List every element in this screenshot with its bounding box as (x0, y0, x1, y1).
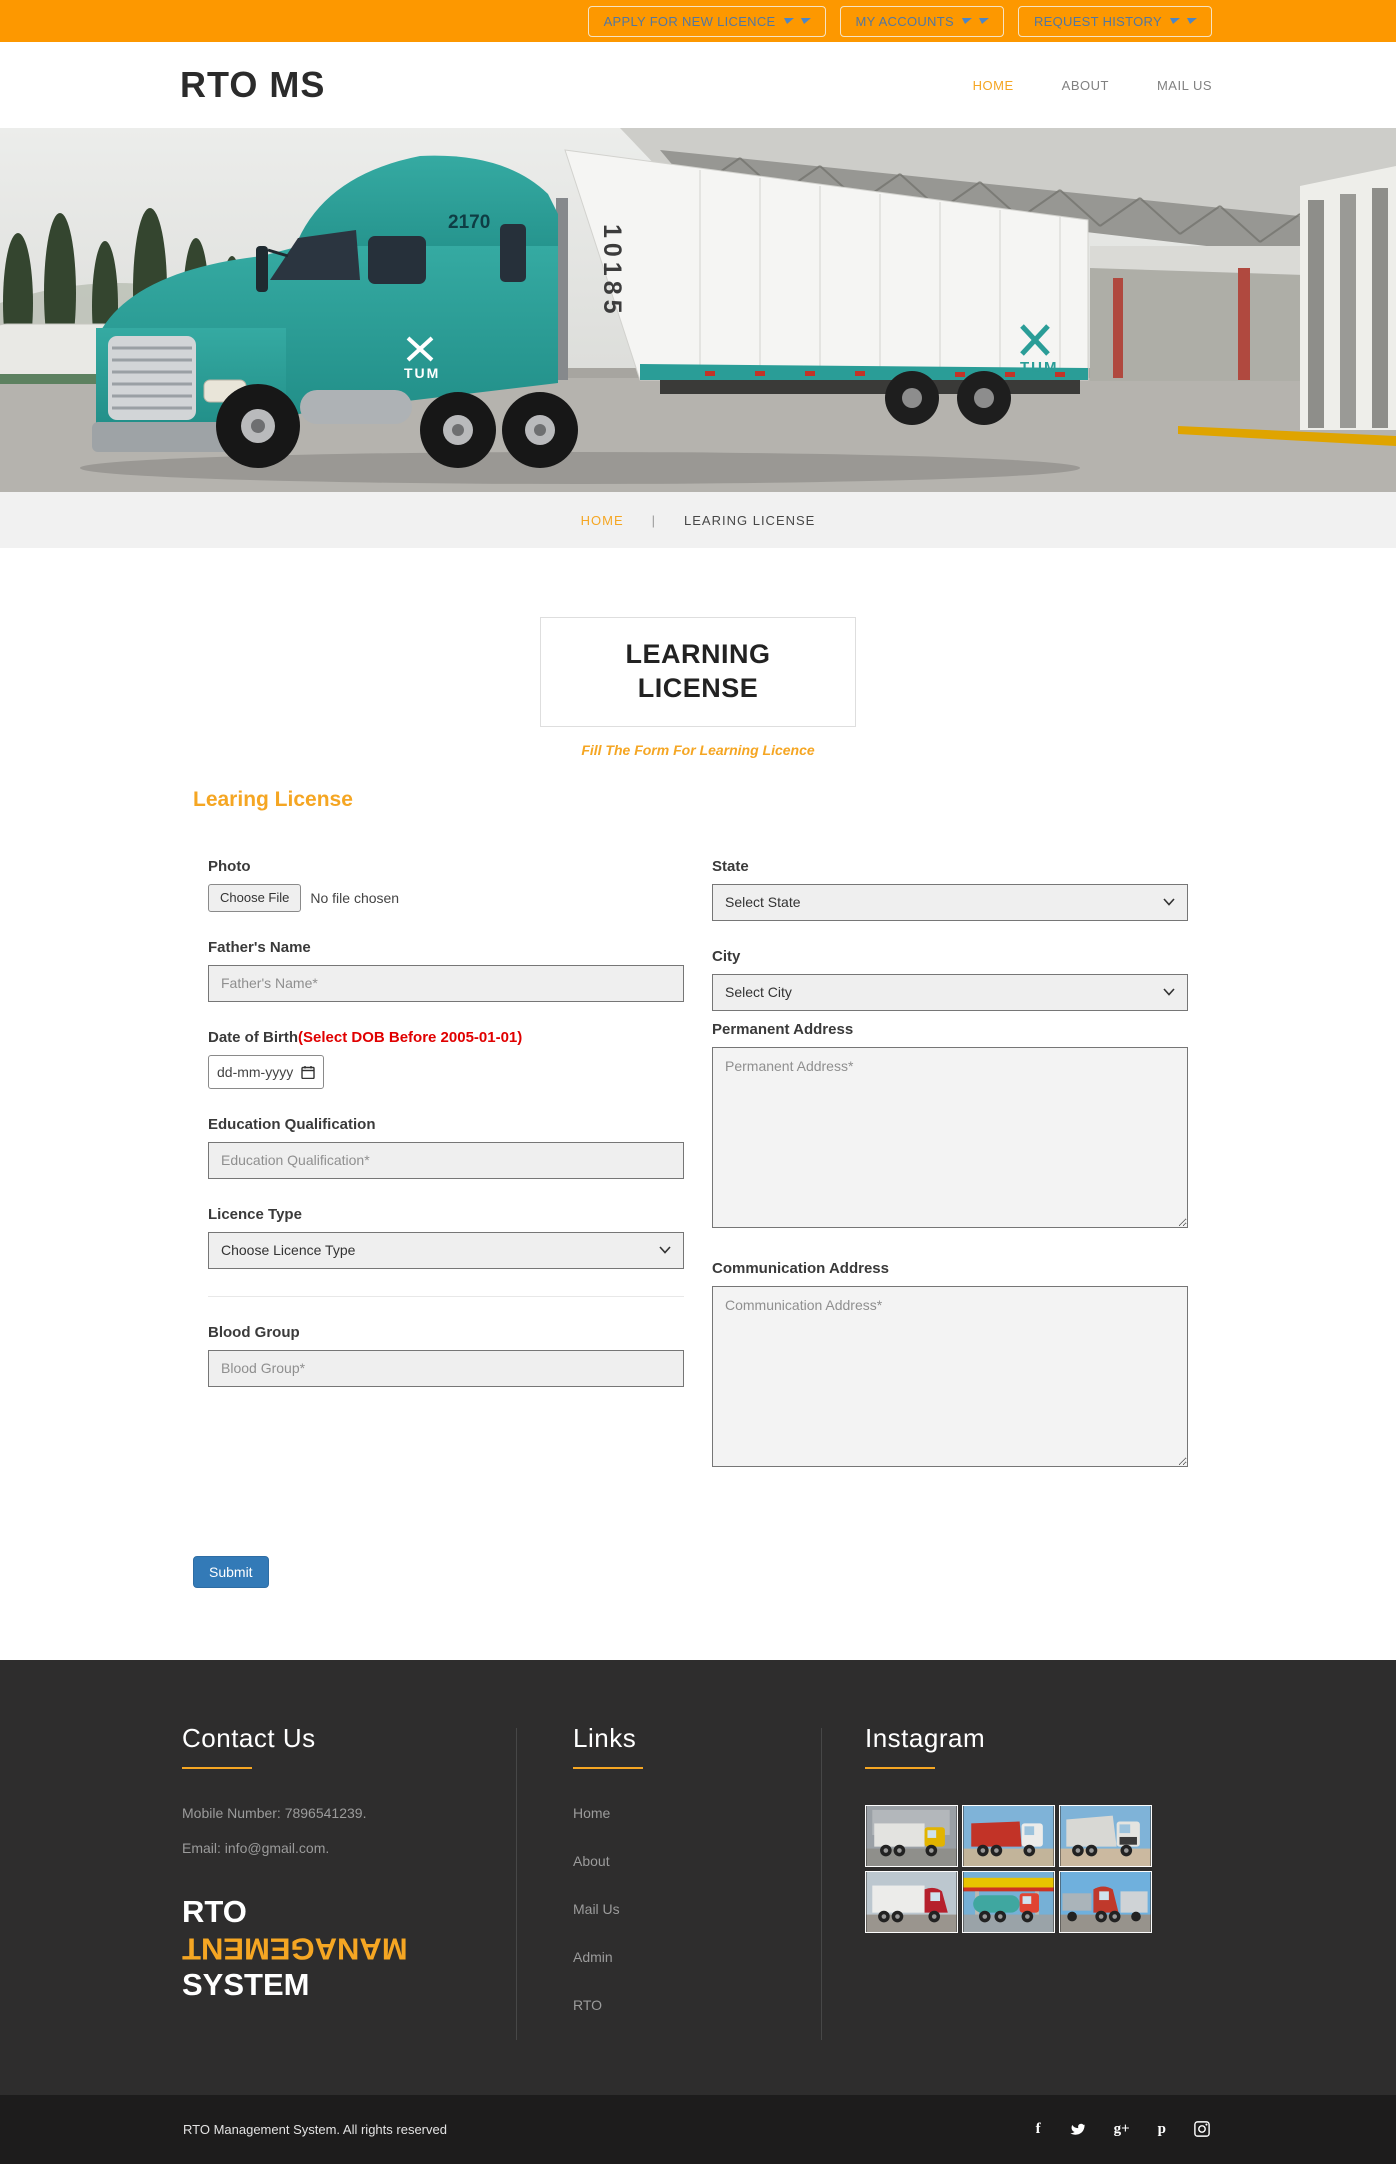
cab-brand-text: TUM (404, 365, 441, 381)
dob-date-input[interactable] (208, 1055, 324, 1089)
choose-file-button[interactable]: Choose File (208, 884, 301, 912)
footer-link-item (573, 1901, 821, 1919)
footer-contact-section (182, 1723, 516, 2045)
instagram-heading: Instagram (865, 1722, 986, 1753)
topbar (0, 0, 1396, 42)
page-subtitle: Fill The Form For Learning Licence (581, 741, 815, 758)
request-history-button[interactable] (1018, 6, 1212, 37)
instagram-thumb-red-truck-lot[interactable] (1059, 1871, 1152, 1933)
site-footer (0, 1660, 1396, 2095)
breadcrumb-home-link[interactable]: HOME (580, 512, 624, 528)
site-logo[interactable]: RTO MS (180, 64, 326, 105)
breadcrumb-separator: | (651, 512, 657, 528)
dropdown-caret-icon (782, 18, 794, 24)
heading-underline (865, 1767, 935, 1769)
licence-type-value: Choose Licence Type (221, 1242, 356, 1258)
instagram-thumb-red-dump-truck[interactable] (962, 1805, 1055, 1867)
page-title: LEARNING LICENSE (625, 639, 771, 703)
apply-new-licence-label: APPLY FOR NEW LICENCE (603, 13, 776, 29)
permanent-address-label: Permanent Address (712, 1020, 854, 1038)
footer-logo-flipped-word: MANAGEMENT (182, 1931, 408, 1967)
my-accounts-label: MY ACCOUNTS (855, 13, 954, 29)
cab-number-fairing-text: 2170 (448, 212, 491, 233)
dropdown-caret-icon (1168, 18, 1180, 24)
section-heading: Learing License (193, 787, 353, 811)
education-label: Education Qualification (208, 1115, 376, 1133)
google-plus-icon[interactable]: g+ (1113, 2120, 1130, 2137)
footer-link-item (573, 1949, 821, 1967)
dropdown-caret-icon (960, 18, 972, 24)
column-divider (208, 1296, 684, 1297)
twitter-icon[interactable] (1069, 2120, 1086, 2138)
instagram-icon[interactable] (1194, 2120, 1210, 2138)
apply-new-licence-button[interactable] (588, 6, 826, 37)
dob-field (208, 1029, 684, 1089)
instagram-thumb-tanker-truck-station[interactable] (962, 1871, 1055, 1933)
footer-link-about[interactable]: About (573, 1852, 610, 1869)
links-heading: Links (573, 1722, 637, 1753)
fathers-name-input[interactable] (208, 965, 684, 1002)
communication-address-field (712, 1260, 1188, 1472)
blood-group-field (208, 1324, 684, 1387)
chevron-down-icon (1163, 988, 1175, 996)
photo-field (208, 858, 684, 912)
fathers-name-label: Father's Name (208, 938, 311, 956)
heading-underline (182, 1767, 252, 1769)
facebook-icon[interactable]: f (1035, 2120, 1041, 2137)
footer-links-section (517, 1723, 821, 2045)
submit-button[interactable]: Submit (193, 1556, 269, 1588)
form-right-column (712, 858, 1188, 1499)
dob-placeholder: dd-mm-yyyy (217, 1063, 294, 1080)
licence-type-select[interactable] (208, 1232, 684, 1269)
dropdown-caret-icon (1185, 18, 1197, 24)
licence-type-label: Licence Type (208, 1205, 302, 1223)
breadcrumb-current: LEARING LICENSE (684, 512, 816, 528)
nav-mail-us[interactable]: MAIL US (1156, 77, 1212, 93)
instagram-thumb-red-semi-truck[interactable] (865, 1871, 958, 1933)
main-nav (973, 78, 1212, 93)
chevron-down-icon (1163, 898, 1175, 906)
state-select[interactable] (712, 884, 1188, 921)
copyright-text: RTO Management System. All rights reserved (183, 2121, 447, 2137)
dob-note: (Select DOB Before 2005-01-01) (298, 1028, 523, 1046)
nav-about[interactable]: ABOUT (1061, 77, 1109, 93)
main-content (0, 548, 1396, 1660)
hero-image (0, 128, 1396, 492)
file-status-text: No file chosen (310, 889, 400, 906)
blood-group-label: Blood Group (208, 1323, 300, 1341)
social-icons (1036, 2120, 1210, 2138)
licence-type-field (208, 1206, 684, 1269)
fathers-name-field (208, 939, 684, 1002)
contact-email: Email: info@gmail.com. (182, 1839, 330, 1856)
instagram-thumb-yellow-semi-truck[interactable] (865, 1805, 958, 1867)
bottom-bar (0, 2095, 1396, 2164)
state-field (712, 858, 1188, 921)
contact-heading: Contact Us (182, 1722, 316, 1753)
site-header (0, 42, 1396, 128)
footer-instagram-section (822, 1723, 1214, 2045)
communication-address-label: Communication Address (712, 1259, 889, 1277)
breadcrumb (0, 492, 1396, 548)
form-left-column (208, 858, 684, 1499)
footer-link-item (573, 1805, 821, 1823)
heading-underline (573, 1767, 643, 1769)
dropdown-caret-icon (977, 18, 989, 24)
dropdown-caret-icon (799, 18, 811, 24)
city-field (712, 948, 1188, 1011)
city-select[interactable] (712, 974, 1188, 1011)
footer-link-item (573, 1997, 821, 2015)
dob-label: Date of Birth(Select DOB Before 2005-01-01) (208, 1028, 523, 1046)
pinterest-icon[interactable]: p (1157, 2120, 1166, 2137)
communication-address-textarea[interactable] (712, 1286, 1188, 1467)
education-field (208, 1116, 684, 1179)
education-input[interactable] (208, 1142, 684, 1179)
footer-link-item (573, 1853, 821, 1871)
footer-link-admin[interactable]: Admin (573, 1948, 613, 1965)
footer-link-home[interactable]: Home (573, 1804, 611, 1821)
state-label: State (712, 857, 749, 875)
footer-link-rto[interactable]: RTO (573, 1996, 603, 2013)
contact-mobile: Mobile Number: 7896541239. (182, 1804, 367, 1821)
request-history-label: REQUEST HISTORY (1033, 13, 1162, 29)
nav-home[interactable]: HOME (972, 77, 1014, 93)
permanent-address-field (712, 1021, 1188, 1233)
city-value: Select City (725, 984, 792, 1000)
footer-link-mail-us[interactable]: Mail Us (573, 1900, 620, 1917)
city-label: City (712, 947, 741, 965)
permanent-address-textarea[interactable] (712, 1047, 1188, 1228)
licence-form (193, 788, 1203, 1588)
chevron-down-icon (659, 1246, 671, 1254)
footer-logo: RTO MANAGEMENT SYSTEM (182, 1893, 408, 2002)
blood-group-input[interactable] (208, 1350, 684, 1387)
trailer-brand-text: TUM (1020, 359, 1059, 376)
state-value: Select State (725, 894, 801, 910)
trailer-number-text: 10185 (598, 224, 626, 319)
instagram-thumb-white-dump-truck[interactable] (1059, 1805, 1152, 1867)
page-title-box (540, 617, 856, 727)
calendar-icon[interactable] (301, 1065, 315, 1079)
my-accounts-button[interactable] (840, 6, 1004, 37)
photo-label: Photo (208, 857, 251, 875)
